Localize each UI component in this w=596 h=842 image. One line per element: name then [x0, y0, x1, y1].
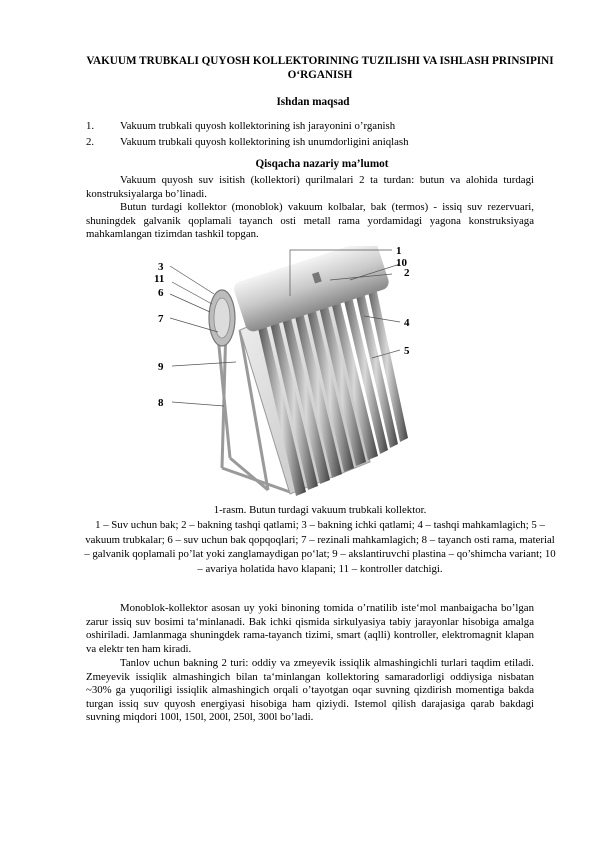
label-6: 6: [158, 287, 164, 299]
goal-text: Vakuum trubkali quyosh kollektorining ish unumdorligini aniqlash: [120, 136, 409, 148]
goal-heading: Ishdan maqsad: [276, 96, 350, 108]
solar-collector-illustration: [140, 246, 440, 498]
theory-heading: Qisqacha nazariy ma’lumot: [255, 158, 389, 170]
label-1: 1: [396, 246, 402, 257]
figure-caption-title: 1-rasm. Butun turdagi vakuum trubkali kollektor.: [213, 504, 427, 516]
goal-item: [86, 118, 409, 134]
label-3: 3: [158, 261, 164, 273]
figure-caption-legend: 1 – Suv uchun bak; 2 – bakning tashqi qatlami; 3 – bakning ichki qatlami; 4 – tashqi mahkamlagich; 5 – vakuum trubkalar; 6 – suv uchun bak qopqoqlari; 7 – rezinali mahkamlagich; 8 – tayanch osti rama, material – galvanik qoplamali po’lat yoki zanglamaydigan po‘lat; 9 – akslantiruvchi plastina – qo’shimcha variant; 10 – avariya holatida havo klapani; 11 – kontroller datchigi.: [84, 519, 556, 575]
label-4: 4: [404, 317, 410, 329]
paragraph-2: Butun turdagi kollektor (monoblok) vakuum kolbalar, bak (termos) - issiq suv rezervuari, shuningdek galvanik qoplamali tayanch osti metall rama yordamidagi yagona konstruksiyaga mahkamlangan tizimdan tashkil topgan.: [86, 201, 534, 241]
paragraph-1: Vakuum quyosh suv isitish (kollektori) qurilmalari 2 ta turdan: butun va alohida turdagi konstruksiyalarga bo’linadi.: [86, 174, 534, 200]
paragraph-4: Tanlov uchun bakning 2 turi: oddiy va zmeyevik issiqlik almashingichli turlari taqdim etiladi. Zmeyevik issiqlik almashingich bilan ta‘minlangan kollektoring samaradorligi oddiysiga nisbatan ~30% ga yuqoriligi issiqlik almashingich orqali o’tayotgan oqar suvning qizdirish momentiga bakda turgan issiq suv quyosh energiyasi hisobiga ham qiziydi. Istemol qilish darajasiga qarab bakdagi suvning miqdori 100l, 150l, 200l, 250l, 300l bo’ladi.: [86, 657, 534, 724]
label-11: 11: [154, 273, 165, 285]
label-2: 2: [404, 267, 410, 279]
goal-list: [86, 118, 409, 150]
goal-text: Vakuum trubkali quyosh kollektorining ish jarayonini o’rganish: [120, 120, 396, 132]
label-10: 10: [396, 257, 407, 269]
document-title: VAKUUM TRUBKALI QUYOSH KOLLEKTORINING TUZILISHI VA ISHLASH PRINSIPINI O‘RGANISH: [86, 55, 554, 81]
label-5: 5: [404, 345, 410, 357]
label-7: 7: [158, 313, 164, 325]
goal-number: 1.: [86, 120, 95, 132]
goal-item: [86, 134, 409, 150]
label-9: 9: [158, 361, 164, 373]
paragraph-3: Monoblok-kollektor asosan uy yoki binoning tomida o’rnatilib iste‘mol manbaigacha bo’lgan zarur issiq suv bosimi ta‘minlanadi. Bak ichki qismida sirkulyasiya tabiy jarayonlar hisobiga amalga oshiriladi. Jamlanmaga shuningdek rama-tayanch tizimi, smart (aqlli) kontroller, elektromagnit klapan va elektr ten ham kiradi.: [86, 602, 534, 655]
label-8: 8: [158, 397, 164, 409]
goal-number: 2.: [86, 136, 95, 148]
